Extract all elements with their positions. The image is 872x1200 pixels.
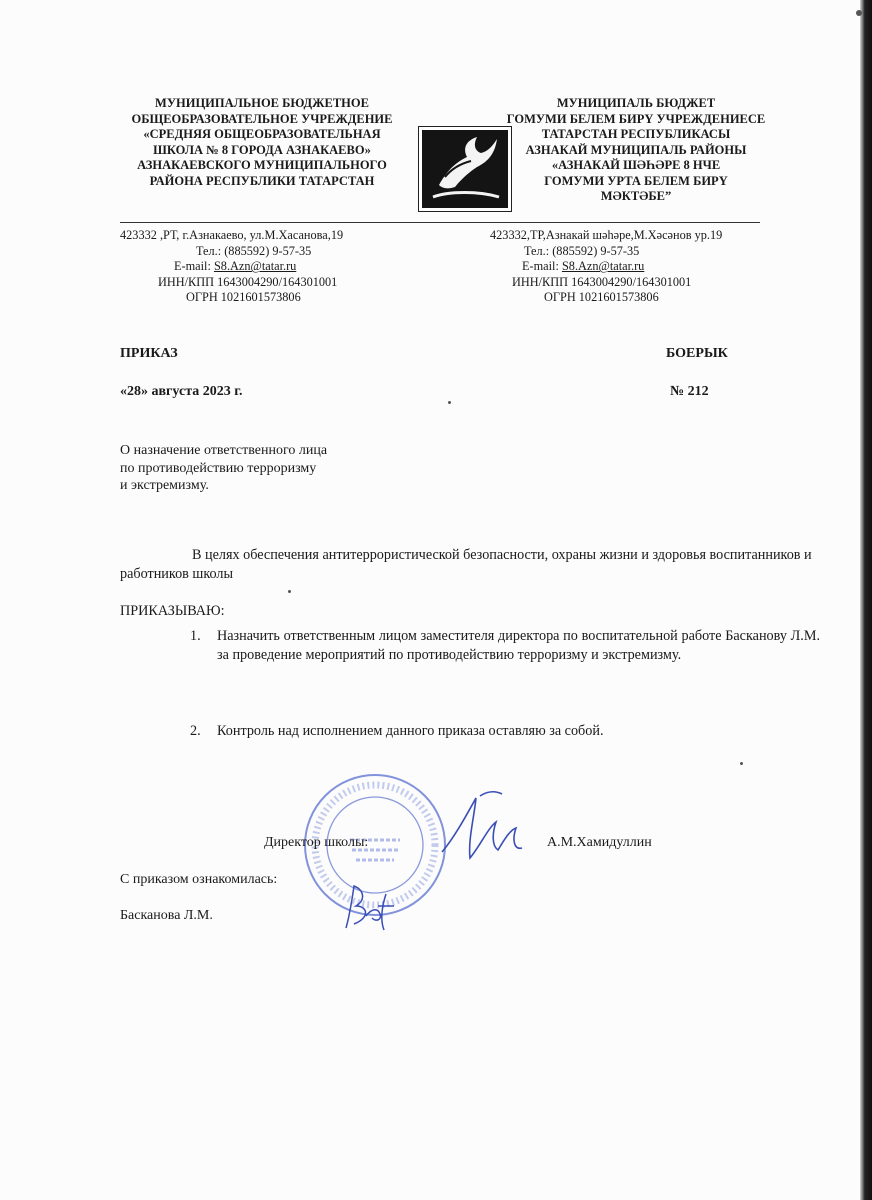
subject-line: и экстремизму. bbox=[120, 478, 209, 493]
contact-right bbox=[490, 228, 810, 306]
doc-date: «28» августа 2023 г. bbox=[120, 384, 243, 399]
header-left-org bbox=[112, 96, 412, 189]
phone: Тел.: (885592) 9-57-35 bbox=[524, 243, 640, 258]
item-text: Контроль над исполнением данного приказа оставляю за собой. bbox=[217, 723, 604, 739]
subject-line: по противодействию терроризму bbox=[120, 460, 317, 476]
doc-subject bbox=[120, 442, 327, 495]
item-text: Назначить ответственным лицом заместителя директора по воспитательной работе Басканову Л.М. за проведение мероприятий по противодействию терроризму и экстремизму. bbox=[217, 628, 820, 663]
phone: Тел.: (885592) 9-57-35 bbox=[196, 243, 312, 258]
header-divider bbox=[120, 222, 760, 223]
header-left-line: «СРЕДНЯЯ ОБЩЕОБРАЗОВАТЕЛЬНАЯ bbox=[143, 127, 381, 141]
header-right-line: ГОМУМИ УРТА БЕЛЕМ БИРҮ bbox=[544, 173, 728, 188]
scan-edge bbox=[860, 0, 872, 1200]
director-label: Директор школы: bbox=[264, 835, 369, 850]
doc-title-tt: БОЕРЫК bbox=[666, 346, 728, 361]
order-item bbox=[190, 627, 820, 665]
director-name: А.М.Хамидуллин bbox=[547, 835, 652, 850]
subject-line: О назначение ответственного лица bbox=[120, 443, 328, 458]
ogrn: ОГРН 1021601573806 bbox=[544, 290, 659, 305]
header-right-line: МӘКТӘБЕ” bbox=[600, 189, 672, 203]
ogrn: ОГРН 1021601573806 bbox=[186, 290, 301, 305]
address: 423332 ,РТ, г.Азнакаево, ул.М.Хасанова,19 bbox=[120, 228, 344, 242]
header-left-line: МУНИЦИПАЛЬНОЕ БЮДЖЕТНОЕ bbox=[155, 96, 369, 110]
header-left-line: ОБЩЕОБРАЗОВАТЕЛЬНОЕ УЧРЕЖДЕНИЕ bbox=[131, 111, 393, 126]
item-number: 1. bbox=[190, 628, 201, 644]
header-right-line: «АЗНАКАЙ ШӘҺӘРЕ 8 НЧЕ bbox=[551, 158, 721, 172]
email-line bbox=[490, 259, 810, 275]
header-right-org bbox=[486, 96, 786, 205]
header-right-line: ТАТАРСТАН РЕСПУБЛИКАСЫ bbox=[541, 127, 731, 141]
employee-signature-icon bbox=[336, 880, 406, 936]
email-link[interactable]: S8.Azn@tatar.ru bbox=[561, 259, 645, 274]
doc-title-ru: ПРИКАЗ bbox=[120, 346, 178, 361]
email-link[interactable]: S8.Azn@tatar.ru bbox=[213, 259, 297, 274]
email-label: E-mail: bbox=[174, 259, 214, 274]
header-right-line: МУНИЦИПАЛЬ БЮДЖЕТ bbox=[556, 96, 716, 110]
header-left-line: АЗНАКАЕВСКОГО МУНИЦИПАЛЬНОГО bbox=[137, 158, 387, 172]
inn: ИНН/КПП 1643004290/164301001 bbox=[512, 274, 692, 289]
header-right-line: АЗНАКАЙ МУНИЦИПАЛЬ РАЙОНЫ bbox=[525, 142, 747, 157]
inn: ИНН/КПП 1643004290/164301001 bbox=[158, 274, 338, 289]
scan-speck bbox=[856, 10, 862, 16]
header-right-line: ГОМУМИ БЕЛЕМ БИРҮ УЧРЕЖДЕНИЕСЕ bbox=[506, 111, 766, 126]
order-item bbox=[190, 722, 820, 741]
scan-speck bbox=[288, 590, 291, 593]
contact-left bbox=[120, 228, 440, 306]
scan-speck bbox=[740, 762, 743, 765]
doc-number: № 212 bbox=[670, 384, 709, 399]
address: 423332,ТР,Азнакай шәһәре,М.Хәсәнов ур.19 bbox=[490, 228, 723, 242]
director-signature-icon bbox=[436, 788, 526, 872]
email-line bbox=[120, 259, 440, 275]
scan-speck bbox=[448, 401, 451, 404]
acquainted-name: Басканова Л.М. bbox=[120, 908, 213, 923]
acquainted-label: С приказом ознакомилась: bbox=[120, 872, 278, 887]
preamble: В целях обеспечения антитеррористической безопасности, охраны жизни и здоровья воспитанников и работников школы bbox=[120, 547, 812, 582]
header-left-line: РАЙОНА РЕСПУБЛИКИ ТАТАРСТАН bbox=[149, 173, 375, 188]
header-left-line: ШКОЛА № 8 ГОРОДА АЗНАКАЕВО» bbox=[153, 142, 371, 157]
email-label: E-mail: bbox=[522, 259, 562, 274]
item-number: 2. bbox=[190, 723, 201, 739]
order-word: ПРИКАЗЫВАЮ: bbox=[120, 603, 225, 619]
